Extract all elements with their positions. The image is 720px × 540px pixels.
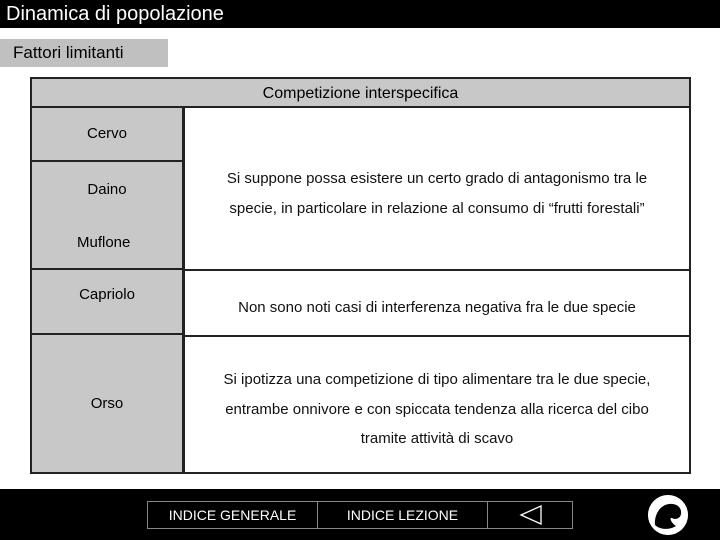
index-general-button[interactable]: INDICE GENERALE [147,501,318,529]
species-capriolo: Capriolo [32,270,182,335]
triangle-left-icon [488,502,574,528]
note-cell-group1 [185,108,689,271]
page-title: Dinamica di popolazione [0,0,720,28]
species-cervo: Cervo [32,108,182,162]
footer-nav [0,489,720,540]
note-cell-orso [185,337,689,472]
index-lesson-button[interactable]: INDICE LEZIONE [317,501,488,529]
logo-icon [648,495,688,535]
species-muflone: Muflone [32,216,182,270]
table-title: Competizione interspecifica [32,79,689,108]
note-cell-capriolo [185,271,689,337]
note-orso-line3: tramite attività di scavo [360,430,514,447]
species-column [32,108,185,472]
note-group1-line1: Si suppone possa esistere un certo grado di antagonismo tra le [226,170,648,187]
section-subtitle: Fattori limitanti [0,39,168,67]
competition-table [30,77,691,474]
back-button[interactable] [487,501,573,529]
note-orso-line1: Si ipotizza una competizione di tipo alimentare tra le due specie, [223,371,651,388]
note-capriolo: Non sono noti casi di interferenza negativa fra le due specie [238,299,636,316]
note-group1-line2: specie, in particolare in relazione al consumo di “frutti forestali” [229,200,645,217]
species-orso: Orso [90,395,124,412]
note-orso-line2: entrambe onnivore e con spiccata tendenza alla ricerca del cibo [225,401,649,418]
species-daino: Daino [87,181,127,198]
